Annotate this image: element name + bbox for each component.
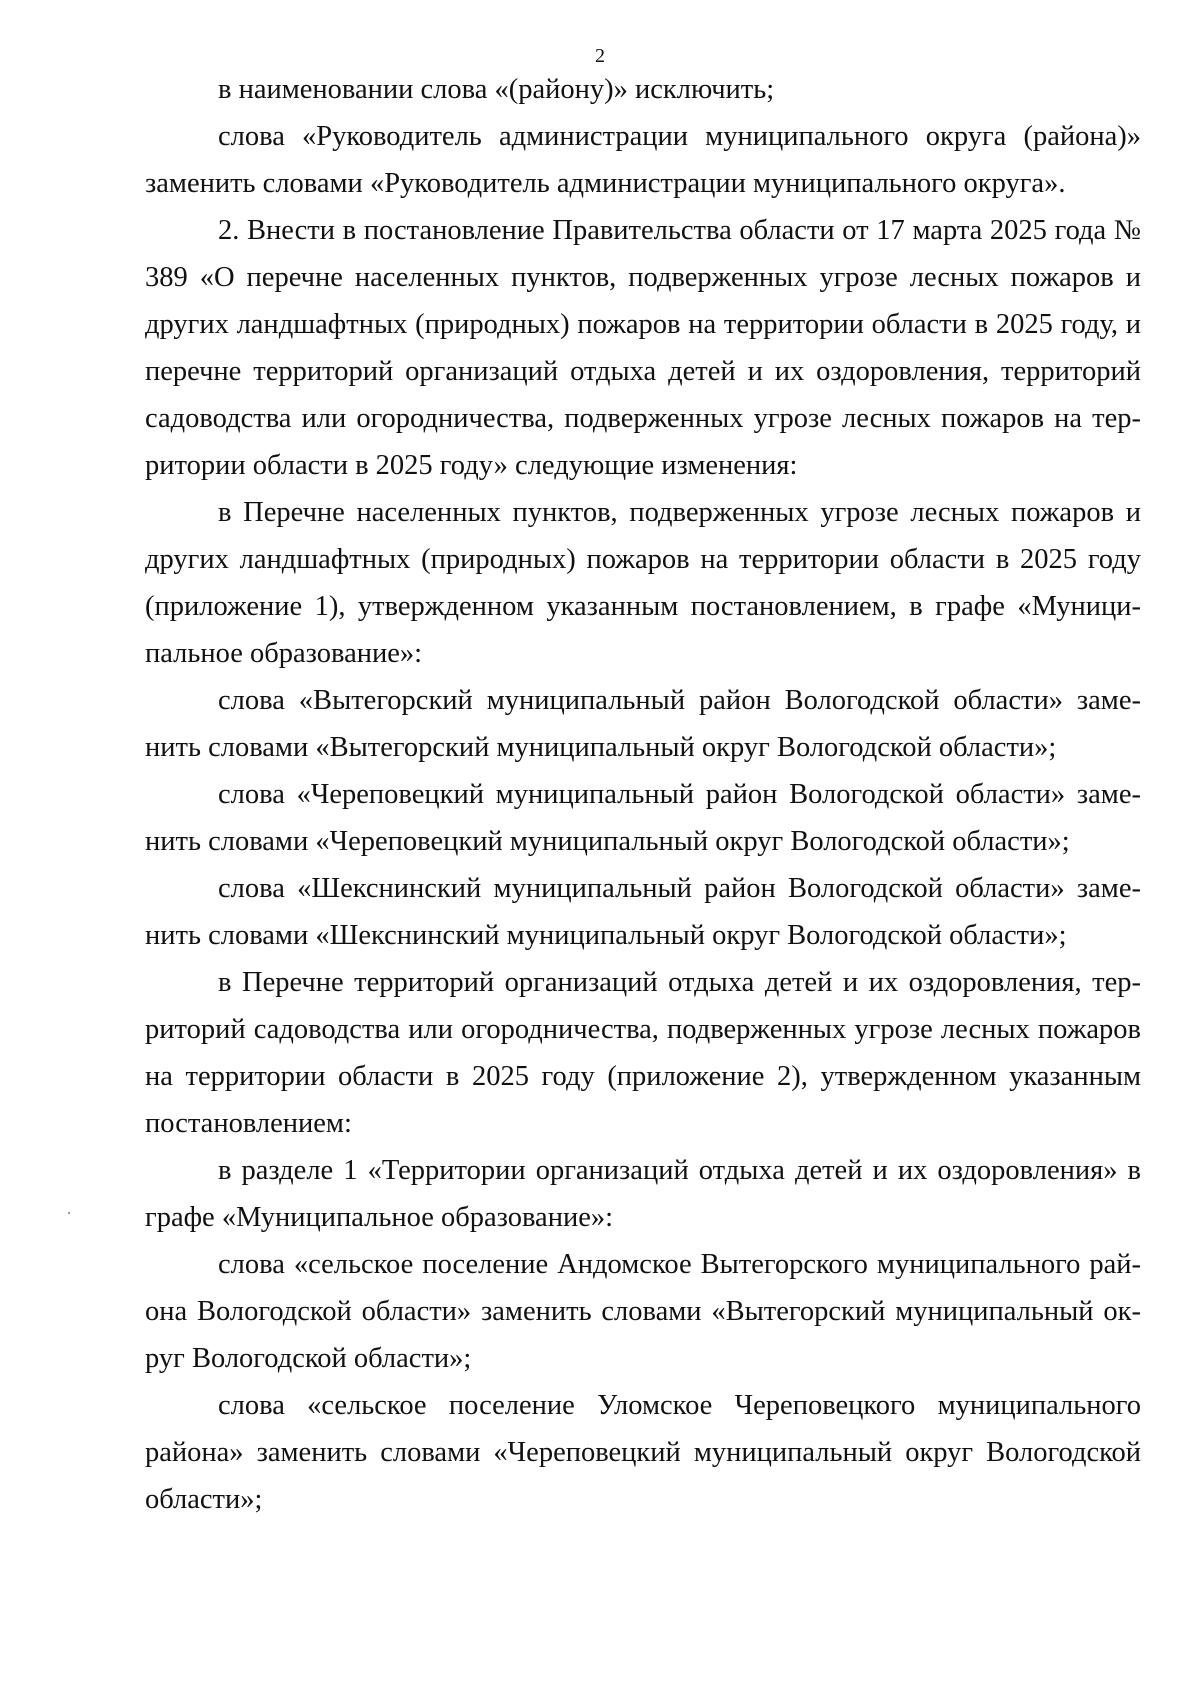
- paragraph-vytegorsky: слова «Вытегорский муниципальный район Вологодской области» заменить словами «Вытегорский муниципальный округ Вологодской области»;: [145, 685, 1141, 763]
- paragraph-list-settlements: в Перечне населенных пунктов, подверженных угрозе лесных пожаров и других ландшафтных (природных) пожаров на территории области в 2025 году (приложение 1), утвержденном указанным постановлением, в графе «Муниципальное образование»:: [145, 497, 1141, 669]
- paragraph-section-1: в разделе 1 «Территории организаций отдыха детей и их оздоровления» в графе «Муниципальное образование»:: [145, 1155, 1141, 1233]
- paragraph-andomskoe: слова «сельское поселение Андомское Вытегорского муниципального района Вологодской области» заменить словами «Вытегорский муниципальный округ Вологодской области»;: [145, 1249, 1141, 1374]
- document-body: [145, 66, 1141, 1523]
- paragraph-cherepovetsky: слова «Череповецкий муниципальный район Вологодской области» заменить словами «Череповецкий муниципальный округ Вологодской области»;: [145, 779, 1141, 857]
- paragraph-item-2-amendments: 2. Внести в постановление Правительства области от 17 марта 2025 года № 389 «О перечне населенных пунктов, подверженных угрозе лесных пожаров и других ландшафтных (природных) пожаров на территории области в 2025 году, и перечне территорий организаций отдыха детей и их оздоровления, территорий садоводства или огородничества, подверженных угрозе лесных пожаров на территории области в 2025 году» следующие изменения:: [145, 215, 1141, 481]
- paragraph-remove-rayon: в наименовании слова «(району)» исключить;: [218, 74, 775, 105]
- paragraph-ulomskoe: слова «сельское поселение Уломское Череповецкого муниципального района» заменить словами «Череповецкий муниципальный округ Вологодской области»;: [145, 1390, 1141, 1515]
- page-number: 2: [595, 45, 605, 67]
- scan-speck: [68, 1212, 70, 1214]
- paragraph-sheksninsky: слова «Шекснинский муниципальный район Вологодской области» заменить словами «Шекснинский муниципальный округ Вологодской области»;: [145, 873, 1141, 951]
- paragraph-list-territories: в Перечне территорий организаций отдыха детей и их оздоровления, территорий садоводства или огородничества, подверженных угрозе лесных пожаров на территории области в 2025 году (приложение 2), утвержденном указанным постановлением:: [145, 967, 1141, 1139]
- paragraph-replace-head-title: слова «Руководитель администрации муниципального округа (района)» заменить словами «Руководитель администрации муниципального округа».: [145, 121, 1141, 199]
